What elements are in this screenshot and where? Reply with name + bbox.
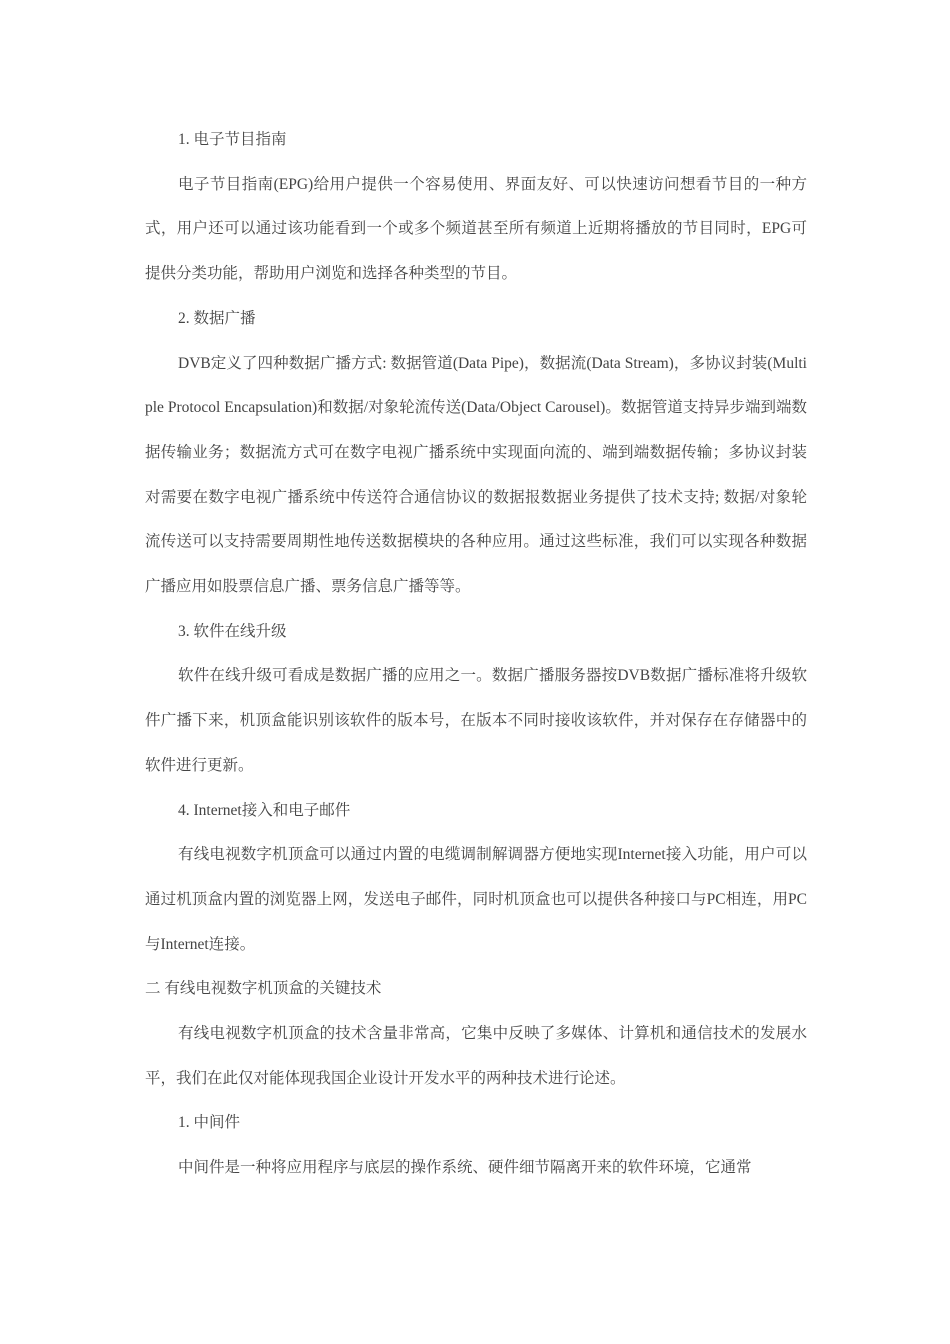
subheading-data-broadcast: 2. 数据广播 [178,309,256,327]
section-heading-key-tech: 二 有线电视数字机顶盒的关键技术 [145,980,382,998]
subheading-epg: 1. 电子节目指南 [178,131,287,148]
document-body [145,118,807,1191]
paragraph-software-upgrade: 软件在线升级可看成是数据广播的应用之一。数据广播服务器按DVB数据广播标准将升级软件广播下来，机顶盒能识别该软件的版本号，在版本不同时接收该软件，并对保存在存储器中的软件进行更新。 [145,667,807,774]
subheading-internet-email: 4. Internet接入和电子邮件 [178,801,351,819]
paragraph-middleware: 中间件是一种将应用程序与底层的操作系统、硬件细节隔离开来的软件环境，它通常 [178,1159,752,1177]
paragraph-epg: 电子节目指南(EPG)给用户提供一个容易使用、界面友好、可以快速访问想看节目的一种方式，用户还可以通过该功能看到一个或多个频道甚至所有频道上近期将播放的节目同时，EPG可提供分类功能，帮助用户浏览和选择各种类型的节目。 [145,175,807,283]
paragraph-data-broadcast: DVB定义了四种数据广播方式: 数据管道(Data Pipe)，数据流(Data Stream)，多协议封装(Multiple Protocol Encapsulation)和数据/对象轮流传送(Data/Object Carousel)。数据管道支持异步端到端数据传输业务；数据流方式可在数字电视广播系统中实现面向流的、端到端数据传输；多协议封装对需要在数字电视广播系统中传送符合通信协议的数据报数据业务提供了技术支持; 数据/对象轮流传送可以支持需要周期性地传送数据模块的各种应用。通过这些标准，我们可以实现各种数据广播应用如股票信息广播、票务信息广播等等。 [145,354,807,596]
paragraph-key-tech-intro: 有线电视数字机顶盒的技术含量非常高，它集中反映了多媒体、计算机和通信技术的发展水平，我们在此仅对能体现我国企业设计开发水平的两种技术进行论述。 [145,1025,807,1087]
paragraph-internet-email: 有线电视数字机顶盒可以通过内置的电缆调制解调器方便地实现Internet接入功能，用户可以通过机顶盒内置的浏览器上网，发送电子邮件，同时机顶盒也可以提供各种接口与PC相连，用PC与Internet连接。 [145,846,807,953]
subheading-software-upgrade: 3. 软件在线升级 [178,622,287,640]
subheading-middleware: 1. 中间件 [178,1114,241,1132]
